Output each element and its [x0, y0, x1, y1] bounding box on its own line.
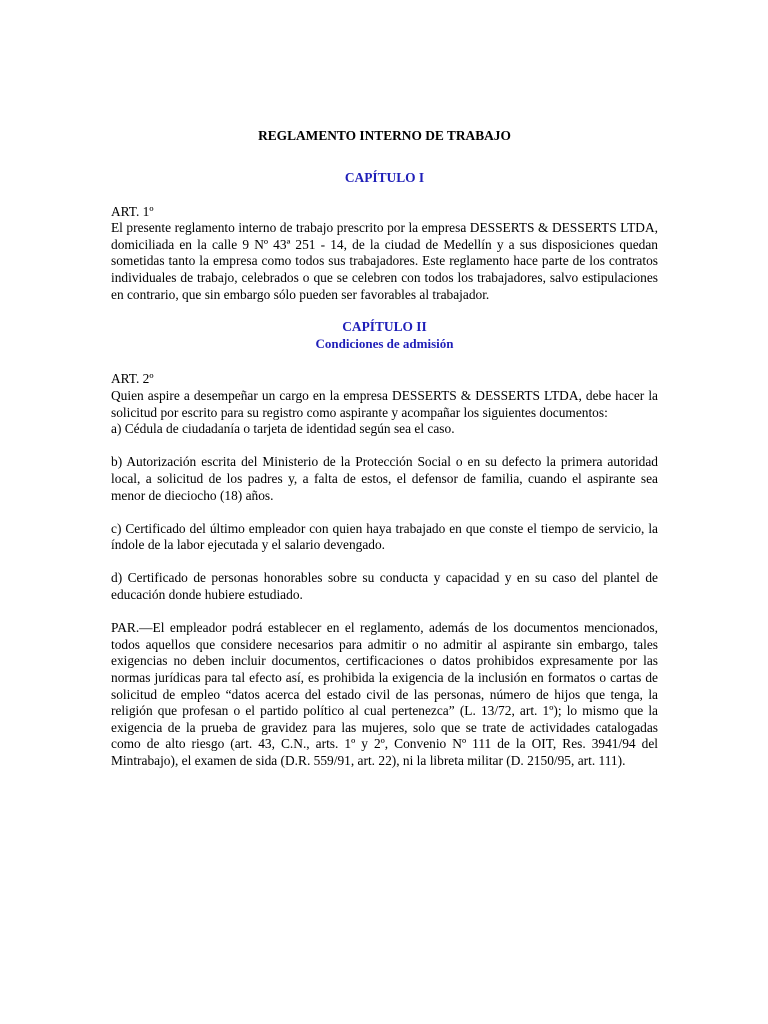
chapter-1-heading: CAPÍTULO I — [344, 170, 425, 185]
article-2-paragraph: PAR.—El empleador podrá establecer en el reglamento, además de los documentos mencionados, todos aquellos que considere necesarios para admitir o no admitir al aspirante sin embargo, tales exigencias no deben incluir documentos, certificaciones o datos prohibidos expresamente por las normas jurídicas para tal efecto así, es prohibida la exigencia de la inclusión en formatos o cartas de solicitud de empleo “datos acerca del estado civil de las personas, número de hijos que tenga, la religión que profesan o el partido político al cual pertenezca” (L. 13/72, art. 1º); lo mismo que la exigencia de la prueba de gravidez para las mujeres, solo que se trate de actividades catalogadas como de alto riesgo (art. 43, C.N., arts. 1º y 2º, Convenio Nº 111 de la OIT, Res. 3941/94 del Mintrabajo), el examen de sida (D.R. 559/91, art. 22), ni la libreta militar (D. 2150/95, art. 111). — [111, 620, 658, 768]
article-2-intro: Quien aspire a desempeñar un cargo en la empresa DESSERTS & DESSERTS LTDA, debe hacer la solicitud por escrito para su registro como aspirante y acompañar los siguientes documentos: — [111, 387, 658, 420]
article-2-item-d: d) Certificado de personas honorables sobre su conducta y capacidad y en su caso del plantel de educación donde hubiere estudiado. — [111, 570, 658, 603]
document-page — [111, 128, 658, 770]
document-title: REGLAMENTO INTERNO DE TRABAJO — [258, 128, 511, 143]
article-1-label: ART. 1º — [111, 203, 154, 219]
article-2-item-a: a) Cédula de ciudadanía o tarjeta de identidad según sea el caso. — [111, 421, 455, 437]
article-1-text: El presente reglamento interno de trabajo prescrito por la empresa DESSERTS & DESSERTS LTDA, domiciliada en la calle 9 Nº 43ª 251 - 14, de la ciudad de Medellín y a sus disposiciones quedan sometidas tanto la empresa como todos sus trabajadores. Este reglamento hace parte de los contratos individuales de trabajo, celebrados o que se celebren con todos los trabajadores, salvo estipulaciones en contrario, que sin embargo sólo pueden ser favorables al trabajador. — [111, 220, 658, 302]
chapter-2-subtitle: Condiciones de admisión — [315, 335, 454, 351]
article-2-item-c: c) Certificado del último empleador con quien haya trabajado en que conste el tiempo de servicio, la índole de la labor ejecutada y el salario devengado. — [111, 520, 658, 553]
article-2-label: ART. 2º — [111, 371, 154, 387]
article-2-item-b: b) Autorización escrita del Ministerio de la Protección Social o en su defecto la primera autoridad local, a solicitud de los padres y, a falta de estos, el defensor de familia, cuando el aspirante sea menor de dieciocho (18) años. — [111, 454, 658, 503]
chapter-2-heading: CAPÍTULO II — [342, 319, 427, 335]
